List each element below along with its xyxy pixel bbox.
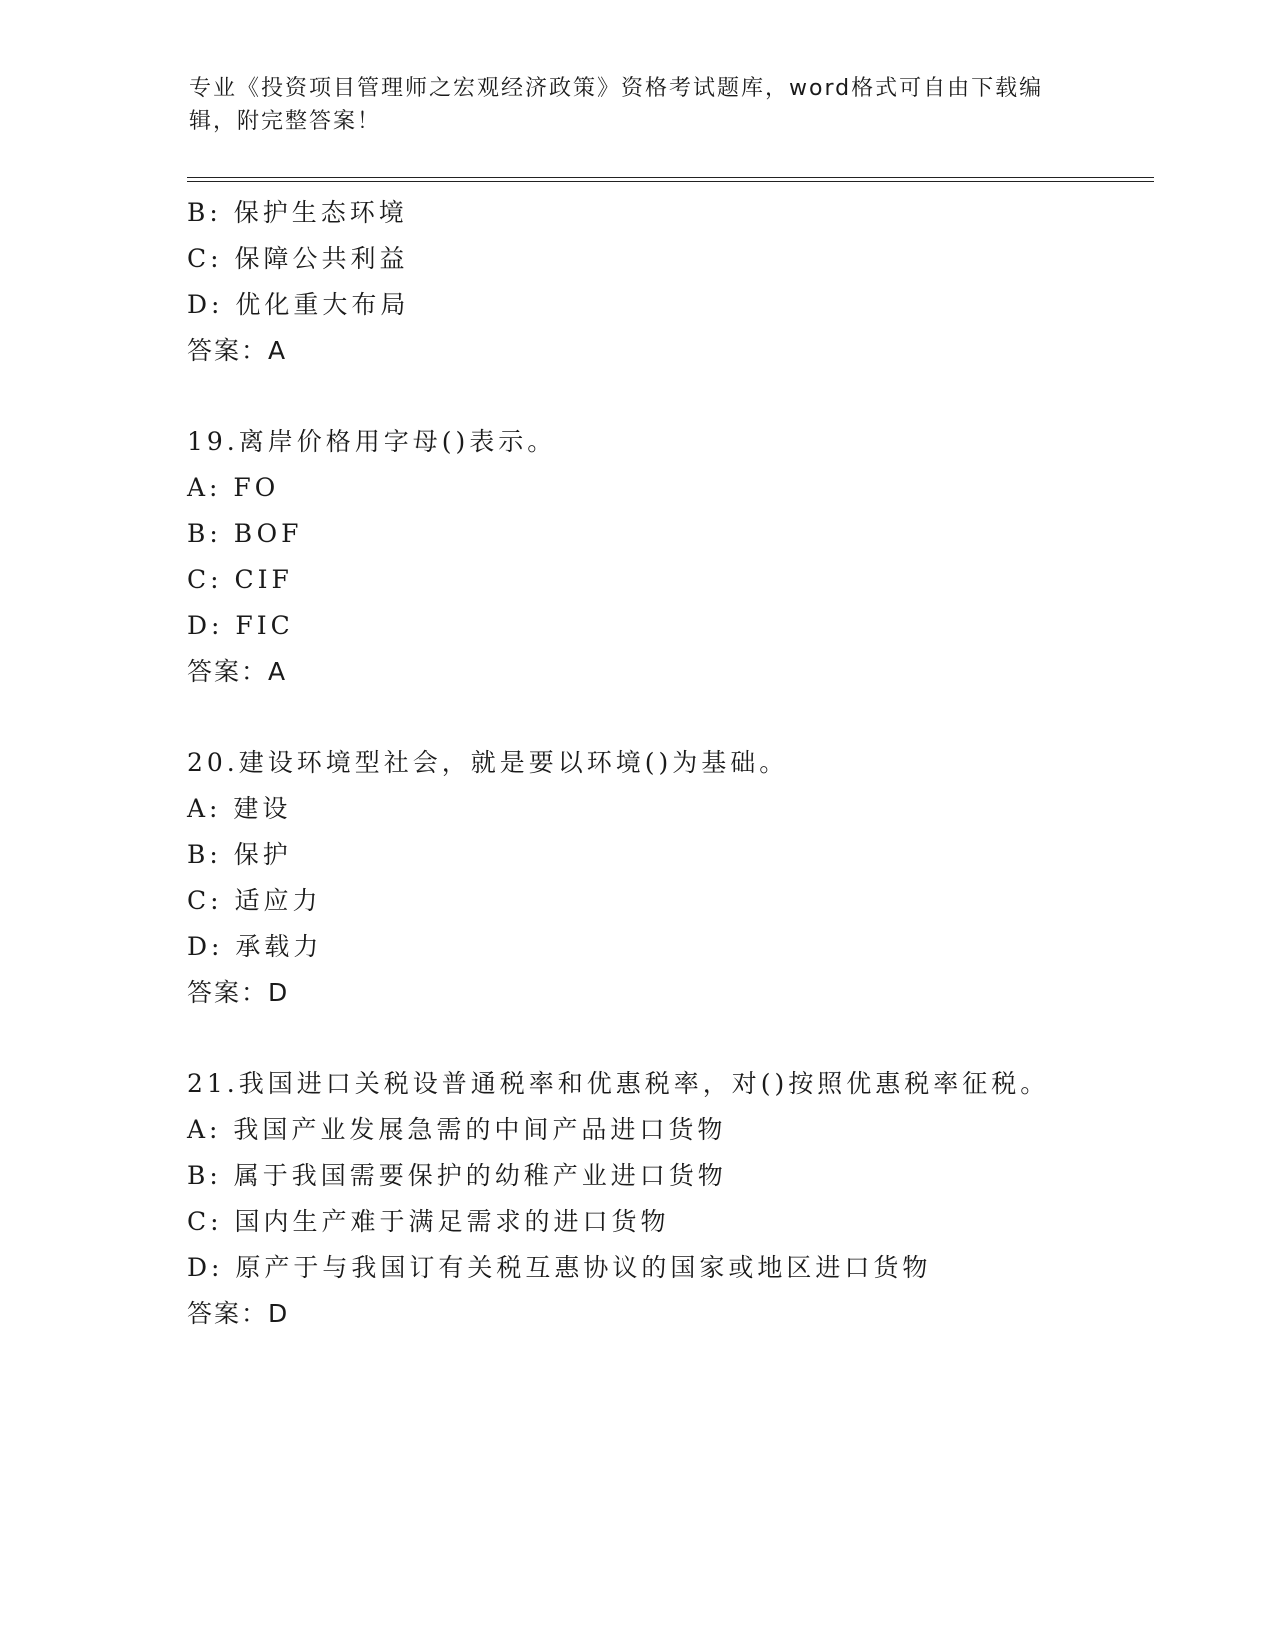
question-list bbox=[187, 190, 1147, 1337]
question-21 bbox=[187, 1061, 1147, 1337]
header-line-2: 辑，附完整答案！ bbox=[189, 109, 382, 134]
option-d: D: FIC bbox=[187, 611, 294, 640]
header-line-1: 专业《投资项目管理师之宏观经济政策》资格考试题库，word格式可自由下载编 bbox=[189, 76, 1044, 101]
option-c: C: 保障公共利益 bbox=[187, 244, 409, 273]
option-d: D: 承载力 bbox=[187, 932, 323, 961]
question-18-continued bbox=[187, 190, 1147, 374]
option-b: B: 保护 bbox=[187, 840, 292, 869]
option-b: B: 保护生态环境 bbox=[187, 198, 408, 227]
question-stem: 20.建设环境型社会，就是要以环境()为基础。 bbox=[187, 748, 789, 777]
header-divider bbox=[187, 177, 1154, 182]
option-a: A: 建设 bbox=[187, 794, 292, 823]
question-19 bbox=[187, 419, 1147, 695]
question-stem: 21.我国进口关税设普通税率和优惠税率，对()按照优惠税率征税。 bbox=[187, 1069, 1050, 1098]
answer-line: 答案：A bbox=[187, 657, 288, 686]
question-stem: 19.离岸价格用字母()表示。 bbox=[187, 427, 557, 456]
option-a: A: FO bbox=[187, 473, 280, 502]
option-b: B: 属于我国需要保护的幼稚产业进口货物 bbox=[187, 1161, 727, 1190]
document-header bbox=[189, 72, 1069, 138]
option-a: A: 我国产业发展急需的中间产品进口货物 bbox=[187, 1115, 727, 1144]
answer-line: 答案：A bbox=[187, 336, 288, 365]
option-d: D: 优化重大布局 bbox=[187, 290, 410, 319]
option-d: D: 原产于与我国订有关税互惠协议的国家或地区进口货物 bbox=[187, 1253, 932, 1282]
option-c: C: CIF bbox=[187, 565, 293, 594]
option-c: C: 适应力 bbox=[187, 886, 322, 915]
option-b: B: BOF bbox=[187, 519, 303, 548]
option-c: C: 国内生产难于满足需求的进口货物 bbox=[187, 1207, 670, 1236]
answer-line: 答案：D bbox=[187, 1299, 290, 1328]
answer-line: 答案：D bbox=[187, 978, 290, 1007]
question-20 bbox=[187, 740, 1147, 1016]
